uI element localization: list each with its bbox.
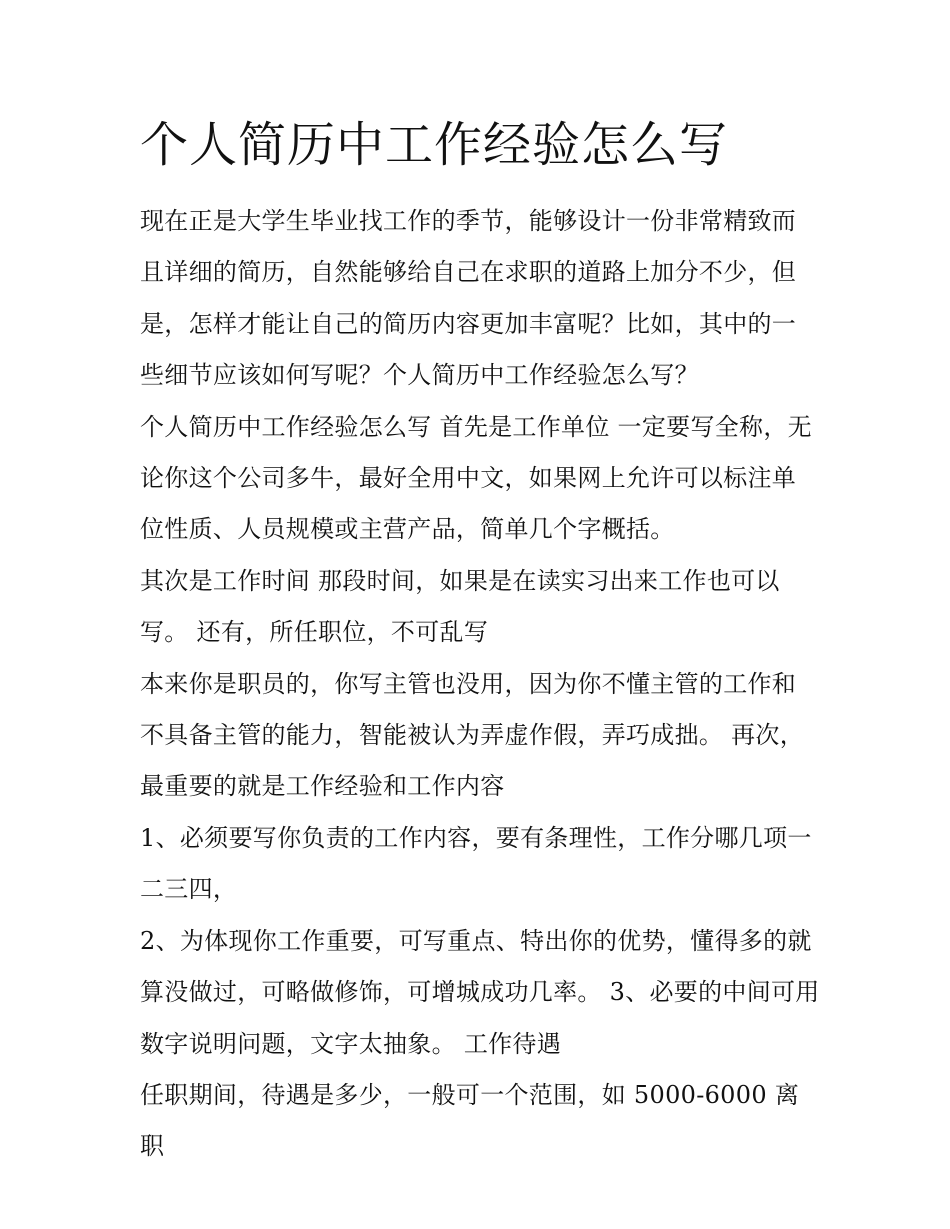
paragraph-intro: 现在正是大学生毕业找工作的季节，能够设计一份非常精致而且详细的简历，自然能够给自己在求职的道路上加分不少，但是，怎样才能让自己的简历内容更加丰富呢？比如，其中的一些细节应该如何写呢？个人简历中工作经验怎么写？: [140, 207, 797, 390]
paragraph-work-unit: 个人简历中工作经验怎么写 首先是工作单位 一定要写全称，无论你这个公司多牛，最好全用中文，如果网上允许可以标注单位性质、人员规模或主营产品，简单几个字概括。: [140, 412, 812, 544]
paragraph-work-time: 其次是工作时间 那段时间，如果是在读实习出来工作也可以写。 还有，所任职位，不可乱写: [140, 566, 780, 647]
paragraph-salary: 任职期间，待遇是多少，一般可一个范围，如 5000-6000 离职: [140, 1080, 800, 1161]
page-title: 个人简历中工作经验怎么写: [140, 117, 729, 173]
paragraph-point-2-3: 2、为体现你工作重要，可写重点、特出你的优势，懂得多的就算没做过，可略做修饰，可增城成功几率。 3、必要的中间可用数字说明问题，文字太抽象。 工作待遇: [140, 926, 820, 1058]
paragraph-position: 本来你是职员的，你写主管也没用，因为你不懂主管的工作和不具备主管的能力，智能被认为弄虚作假，弄巧成拙。 再次，最重要的就是工作经验和工作内容: [140, 669, 805, 801]
paragraph-point-1: 1、必须要写你负责的工作内容，要有条理性，工作分哪几项一二三四，: [140, 823, 812, 904]
document-body: [140, 196, 820, 1173]
